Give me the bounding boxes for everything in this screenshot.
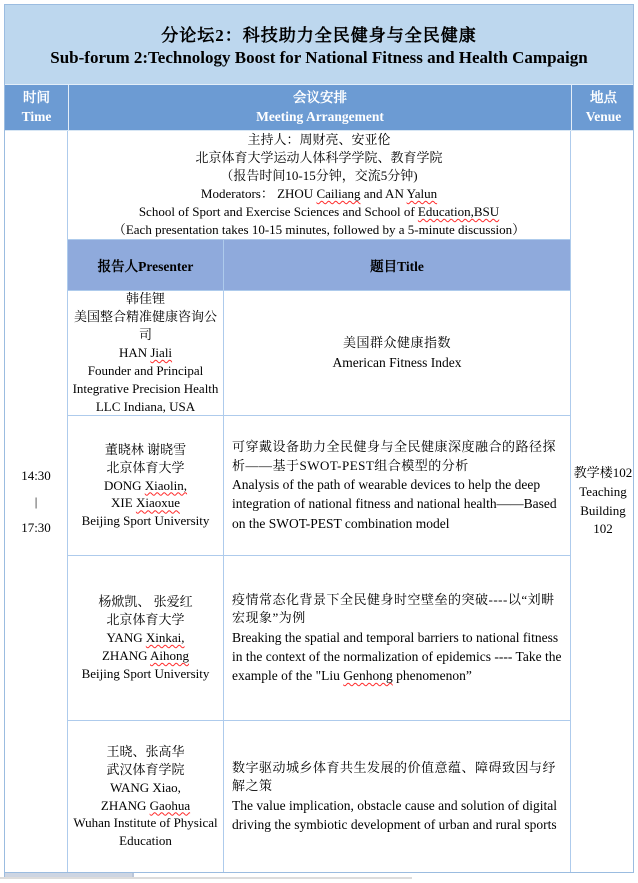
presentation-title-zh: 数字驱动城乡体育共生发展的价值意蕴、障碍致因与纾解之策	[232, 759, 557, 794]
time-end: 17:30	[21, 519, 51, 535]
text-line	[106, 761, 184, 779]
text-segment: Wuhan Institute of Physical Education	[73, 815, 218, 849]
text-line	[82, 665, 210, 683]
title-cell-row4	[224, 721, 571, 872]
text-line	[72, 203, 566, 221]
text-segment: 韩佳锂	[125, 291, 165, 307]
text-line	[72, 308, 219, 344]
spellcheck-flagged-text: Xiaoxue	[135, 495, 180, 511]
text-segment: 主持人：周财亮、安亚伦	[247, 132, 391, 148]
column-header-venue	[571, 85, 635, 130]
column-header-time-en: Time	[21, 108, 52, 124]
text-line	[119, 344, 172, 362]
time-cell	[5, 131, 68, 872]
text-segment: DONG	[103, 477, 145, 493]
presentation-title-en	[232, 353, 562, 372]
text-segment: HAN	[118, 345, 151, 361]
text-segment: 武汉体育学院	[106, 761, 185, 777]
presentation-title-en	[232, 475, 562, 532]
spellcheck-flagged-text: Education,BSU	[417, 203, 500, 219]
title-cell-row3	[224, 556, 571, 721]
text-line	[110, 779, 181, 797]
text-segment: phenomenon”	[392, 668, 472, 684]
text-segment: 北京体育大学运动人体科学学院、教育学院	[195, 150, 443, 166]
presentation-title-zh: 疫情常态化背景下全民健身时空壁垒的突破----以“刘畊宏现象”为例	[232, 591, 555, 626]
text-segment: 美国整合精准健康咨询公司	[73, 309, 217, 343]
presenter-cell-row3	[68, 556, 224, 721]
presenter-cell-row2	[68, 416, 224, 556]
text-segment: Breaking the spatial and temporal barriers to national fitness in the context of the normalization of epidemics ---- Take the example of the "Liu	[232, 629, 562, 684]
table-header-row	[5, 85, 633, 131]
presenter-cell-row4	[68, 721, 224, 872]
presentation-title-zh: 美国群众健康指数	[342, 335, 451, 351]
spellcheck-flagged-text: Cailiang	[316, 186, 361, 201]
venue-cell	[571, 131, 635, 872]
table-body	[5, 131, 633, 872]
text-line	[111, 494, 180, 512]
text-line	[106, 629, 184, 647]
text-line	[72, 149, 566, 167]
text-line	[106, 459, 184, 477]
subheader-title: 题目Title	[224, 240, 571, 291]
text-segment: ZHANG	[101, 647, 151, 663]
spellcheck-flagged-text: Xiaolin,	[144, 477, 188, 493]
time-separator: |	[34, 493, 38, 509]
forum-title-zh: 分论坛2：科技助力全民健身与全民健康	[161, 26, 477, 45]
column-header-venue-zh: 地点	[590, 90, 617, 106]
text-line	[104, 477, 187, 495]
forum-title-band	[5, 5, 633, 85]
text-segment: 北京体育大学	[106, 612, 185, 628]
text-line	[82, 512, 210, 530]
text-segment: and AN	[360, 186, 407, 201]
text-line	[98, 593, 192, 611]
column-header-time	[5, 85, 68, 130]
text-line	[72, 221, 566, 239]
text-segment: Beijing Sport University	[81, 665, 210, 681]
presentation-title-en	[232, 796, 562, 834]
text-line	[101, 797, 190, 815]
text-segment: YANG	[106, 630, 146, 646]
text-segment: Analysis of the path of wearable devices to help the deep integration of national fitness and national health——Based on the SWOT-PEST combination model	[232, 477, 557, 531]
text-line	[72, 814, 219, 850]
presentation-title-zh: 可穿戴设备助力全民健身与全民健康深度融合的路径探析——基于SWOT-PEST组合模型的分析	[232, 439, 557, 473]
spellcheck-flagged-text: Jiali	[150, 345, 173, 361]
presenter-cell-row1	[68, 291, 224, 416]
text-segment: WANG Xiao,	[110, 779, 181, 795]
text-segment: （Each presentation takes 10-15 minutes, followed by a 5-minute discussion）	[112, 221, 526, 237]
title-cell-row1	[224, 291, 571, 416]
spellcheck-flagged-text: Aihong	[150, 647, 190, 663]
text-segment: 杨焮凯、 张爱红	[98, 594, 193, 610]
text-segment: Founder and Principal Integrative Precision Health LLC Indiana, USA	[72, 362, 219, 414]
column-header-meeting-zh: 会议安排	[293, 90, 347, 106]
text-segment: The value implication, obstacle cause and solution of digital driving the symbiotic development of urban and rural sports	[232, 797, 558, 832]
next-row-sliver	[4, 873, 638, 879]
text-segment: Beijing Sport University	[81, 513, 210, 529]
venue-line-zh: 教学楼102	[573, 464, 633, 480]
text-line	[102, 647, 189, 665]
time-start: 14:30	[21, 467, 51, 483]
text-segment: American Fitness Index	[332, 354, 462, 370]
column-header-venue-en: Venue	[585, 108, 622, 124]
spellcheck-flagged-text: Xinkai,	[145, 630, 185, 646]
text-segment: 董晓林 谢晓雪	[104, 441, 187, 457]
venue-line-en: Teaching Building 102	[579, 483, 627, 537]
text-line	[106, 743, 184, 761]
forum-title-en: Sub-forum 2:Technology Boost for National Fitness and Health Campaign	[50, 48, 588, 67]
text-line	[105, 441, 186, 459]
text-segment: XIE	[111, 495, 136, 511]
column-header-meeting	[68, 85, 571, 130]
text-line	[106, 611, 184, 629]
spellcheck-flagged-text: Gaohua	[149, 797, 191, 813]
text-segment: School of Sport and Exercise Sciences and School of	[138, 203, 418, 219]
text-segment: 王晓、张高华	[106, 743, 185, 759]
text-segment: Moderators： ZHOU	[200, 186, 317, 201]
presentation-title-en	[232, 628, 562, 685]
text-segment: （报告时间10-15分钟，交流5分钟)	[220, 168, 418, 184]
moderator-cell	[68, 131, 571, 240]
text-line	[72, 362, 219, 416]
subheader-presenter: 报告人Presenter	[68, 240, 224, 291]
column-header-meeting-en: Meeting Arrangement	[256, 108, 384, 124]
spellcheck-flagged-text: Genhong	[343, 668, 393, 684]
text-line	[72, 167, 566, 185]
title-cell-row2	[224, 416, 571, 556]
text-line	[72, 185, 566, 203]
schedule-table	[4, 4, 634, 873]
text-segment: ZHANG	[100, 797, 150, 813]
text-line	[126, 291, 165, 308]
text-segment: 北京体育大学	[106, 459, 185, 475]
column-header-time-zh: 时间	[23, 90, 50, 106]
text-line	[72, 131, 566, 149]
spellcheck-flagged-text: Yalun	[406, 186, 438, 201]
